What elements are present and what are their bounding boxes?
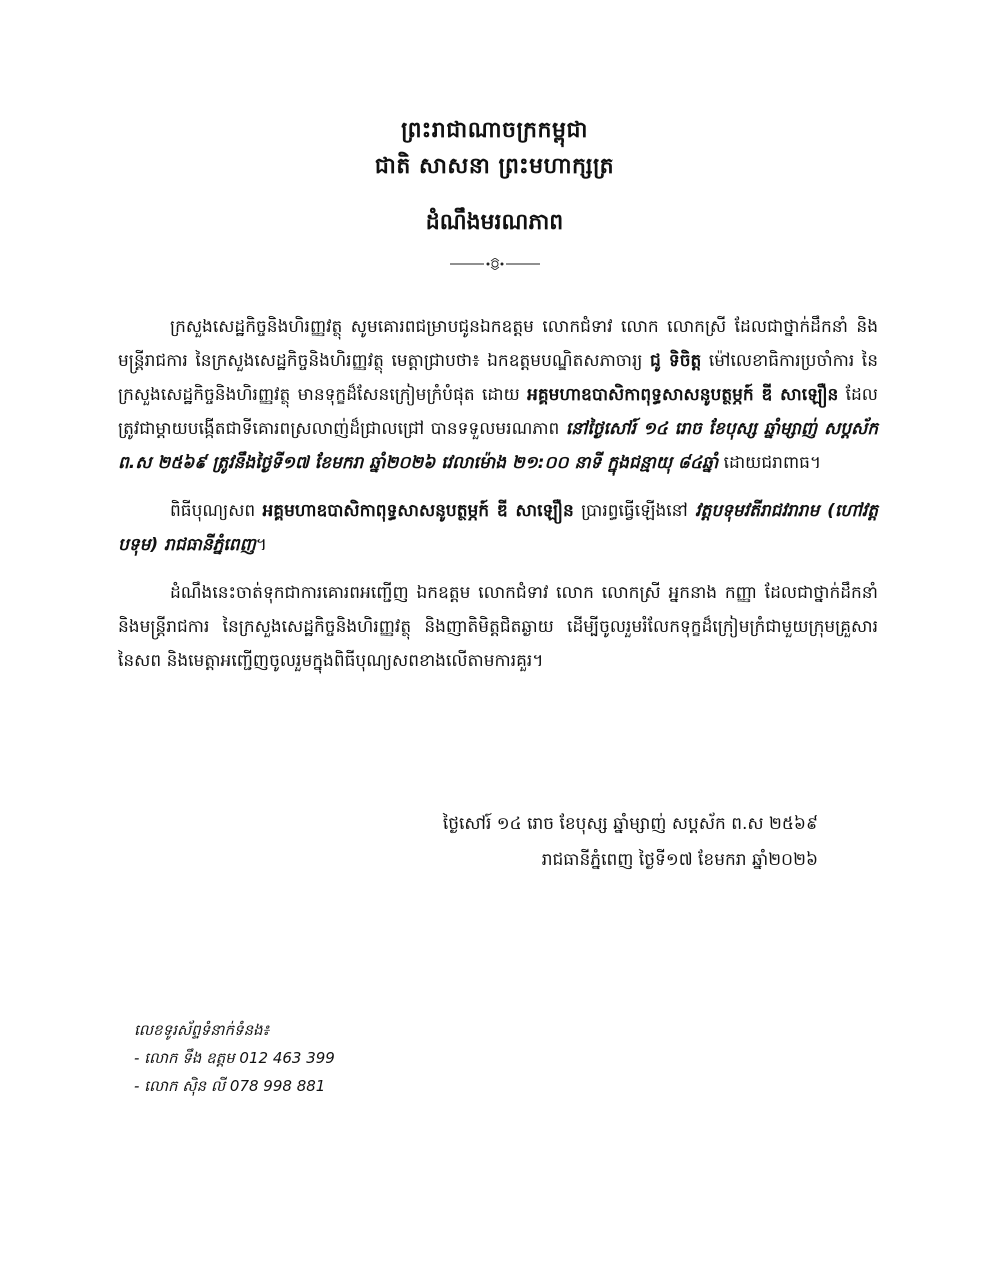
- kingdom-name: ព្រះរាជាណាចក្រកម្ពុជា: [401, 117, 588, 143]
- ornament-divider: [450, 258, 540, 270]
- funeral-location: វត្តបទុមវតីរាជវរារាម (ហៅវត្តបទុម) រាជធានីភ្នំពេញ: [118, 501, 879, 555]
- lunar-date: ថ្ងៃសៅរ៍ ១៤ រោច ខែបុស្ស ឆ្នាំម្សាញ់ សប្តស័ក ព.ស ២៥៦៩: [442, 814, 818, 834]
- para1-text-4: ដោយជរាពាធ។: [718, 453, 822, 473]
- notice-body: [118, 310, 878, 692]
- deceased-name: អគ្គមហាឧបាសិកាពុទ្ធសាសនូបត្ថម្ភក៍ ឌី សាឡឿន: [527, 385, 839, 405]
- contact-item: - លោក ស៊ិន លី 078 998 881: [134, 1077, 326, 1095]
- contact-heading: លេខទូរស័ព្ទទំនាក់ទំនង៖: [134, 1021, 270, 1039]
- para1-text-3: ដែលត្រូវជាម្តាយបង្កើតជាទីគោរពស្រលាញ់ដ៏ជ្រាលជ្រៅ បានទទួលមរណភាព: [118, 385, 878, 439]
- paragraph-invitation: ដំណឹងនេះចាត់ទុកជាការគោរពអញ្ជើញ ឯកឧត្តម លោកជំទាវ លោក លោកស្រី អ្នកនាង កញ្ញា ដែលជាថ្នាក់ដឹកនាំ និងមន្ត្រីរាជការ នៃក្រសួងសេដ្ឋកិច្ចនិងហិរញ្ញវត្ថុ និងញាតិមិត្តជិតឆ្ងាយ ដើម្បីចូលរួមរំលែកទុក្ខដ៏ក្រៀមក្រំជាមួយក្រុមគ្រួសារនៃសព និងមេត្តាអញ្ជើញចូលរួមក្នុងពិធីបុណ្យសពខាងលើតាមការគួរ។: [118, 583, 878, 671]
- para2-text-3: ។: [255, 535, 268, 555]
- official-name: ជូ ទិចិត្ត: [650, 351, 702, 371]
- contact-item: - លោក ទឹង ឧត្តម 012 463 399: [134, 1049, 335, 1067]
- document-header: [0, 112, 989, 274]
- national-motto: ជាតិ សាសនា ព្រះមហាក្សត្រ: [374, 153, 615, 179]
- para2-text-1: ពិធីបុណ្យសព: [170, 501, 263, 521]
- deceased-name-2: អគ្គមហាឧបាសិកាពុទ្ធសាសនូបត្ថម្ភក៍ ឌី សាឡឿន: [262, 501, 574, 521]
- paragraph-announcement: [118, 310, 878, 480]
- notice-title: ដំណឹងមរណភាព: [425, 209, 564, 235]
- para1-text-2: ម៉ៅលេខាធិការប្រចាំការ នៃក្រសួងសេដ្ឋកិច្ចនិងហិរញ្ញវត្ថុ មានទុក្ខដ៏សែនក្រៀមក្រំបំផុត ដោយ: [118, 351, 878, 405]
- paragraph-funeral: [118, 494, 878, 562]
- death-datetime: នៅថ្ងៃសៅរ៍ ១៤ រោច ខែបុស្ស ឆ្នាំម្សាញ់ សប្តស័ក ព.ស ២៥៦៩ ត្រូវនឹងថ្ងៃទី១៧ ខែមករា ឆ្នាំ២០២៦ វេលាម៉ោង ២១:០០ នាទី ក្នុងជន្មាយុ ៨៤ឆ្នាំ: [118, 419, 879, 473]
- solar-date: រាជធានីភ្នំពេញ ថ្ងៃទី១៧ ខែមករា ឆ្នាំ២០២៦: [541, 850, 818, 870]
- date-block: [118, 806, 818, 878]
- para1-text-1: ក្រសួងសេដ្ឋកិច្ចនិងហិរញ្ញវត្ថុ សូមគោរពជម្រាបជូនឯកឧត្តម លោកជំទាវ លោក លោកស្រី ដែលជាថ្នាក់ដឹកនាំ និងមន្ត្រីរាជការ នៃក្រសួងសេដ្ឋកិច្ចនិងហិរញ្ញវត្ថុ មេត្តាជ្រាបថា៖ ឯកឧត្តមបណ្ឌិតសភាចារ្យ: [118, 317, 878, 371]
- para2-text-2: ប្រារព្ធធ្វើឡើងនៅ: [573, 501, 696, 521]
- contact-list: [134, 1016, 335, 1100]
